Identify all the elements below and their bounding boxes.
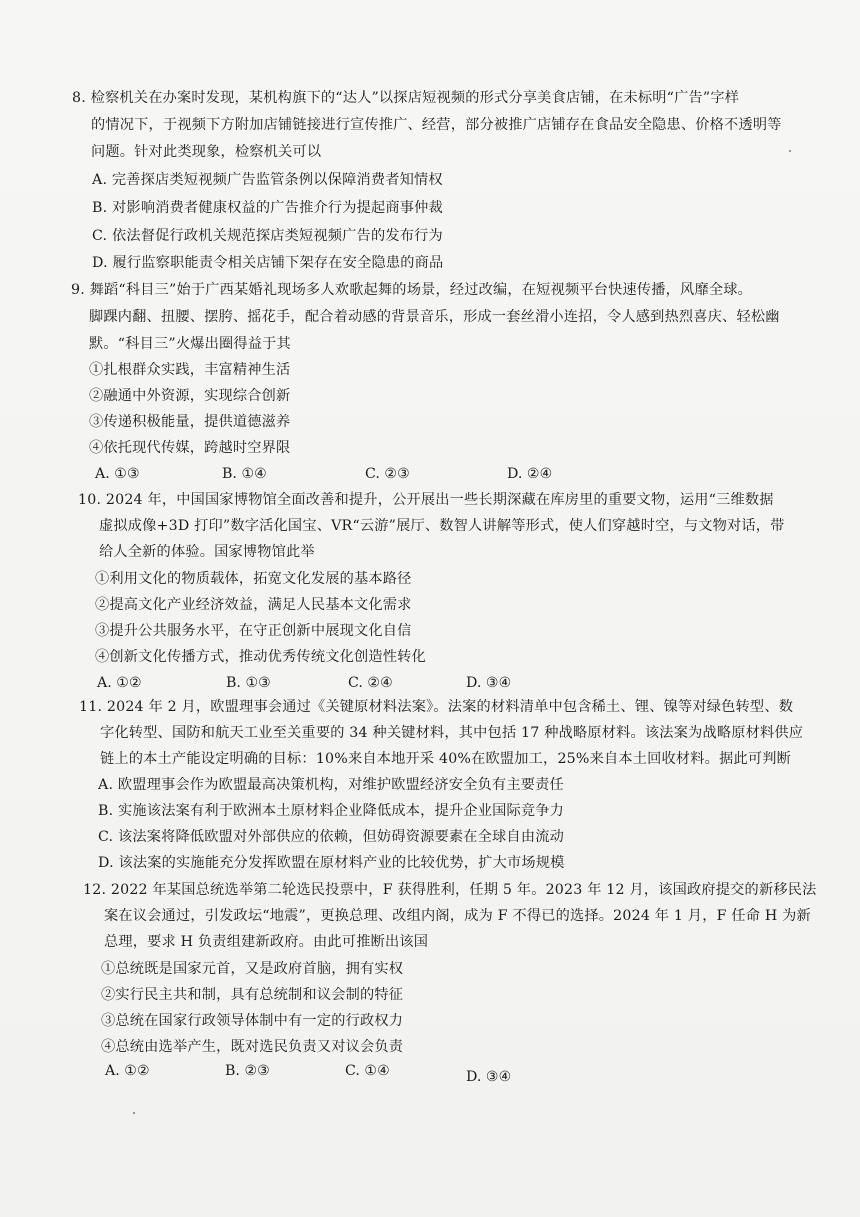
- question-11-option-d: D. 该法案的实施能充分发挥欧盟在原材料产业的比较优势，扩大市场规模: [98, 855, 565, 871]
- question-10-stem-line-1: 10. 2024 年，中国国家博物馆全面改善和提升，公开展出一些长期深藏在库房里的重要文物，运用“三维数据: [78, 492, 774, 508]
- question-12-statement-4: ④总统由选举产生，既对选民负责又对议会负责: [101, 1039, 404, 1055]
- question-10-statement-1: ①利用文化的物质载体，拓宽文化发展的基本路径: [95, 571, 412, 587]
- question-12-choice-a: A. ①②: [105, 1063, 150, 1079]
- question-8-option-a: A. 完善探店类短视频广告监管条例以保障消费者知情权: [92, 172, 443, 188]
- question-12-choice-c: C. ①④: [345, 1063, 390, 1079]
- question-10-choice-d: D. ③④: [466, 675, 512, 691]
- question-11-stem-line-2: 字化转型、国防和航天工业至关重要的 34 种关键材料，其中包括 17 种战略原材料。该法案为战略原材料供应: [100, 725, 804, 741]
- question-8-stem-line-2: 的情况下，于视频下方附加店铺链接进行宣传推广、经营，部分被推广店铺存在食品安全隐患、价格不透明等: [91, 117, 782, 133]
- question-12-statement-3: ③总统在国家行政领导体制中有一定的行政权力: [101, 1013, 404, 1029]
- scan-speck: [789, 150, 791, 152]
- question-12-stem-line-1: 12. 2022 年某国总统选举第二轮选民投票中，F 获得胜利，任期 5 年。2023 年 12 月，该国政府提交的新移民法: [83, 882, 817, 898]
- question-8-option-b: B. 对影响消费者健康权益的广告推介行为提起商事仲裁: [92, 200, 443, 216]
- question-9-choices: [0, 464, 860, 484]
- question-10-statement-3: ③提升公共服务水平，在守正创新中展现文化自信: [95, 623, 412, 639]
- question-9-stem-line-2: 脚踝内翻、扭腰、摆胯、摇花手，配合着动感的背景音乐，形成一套丝滑小连招，令人感到热烈喜庆、轻松幽: [89, 309, 780, 325]
- question-8-stem-line-1: 8. 检察机关在办案时发现，某机构旗下的“达人”以探店短视频的形式分享美食店铺，在未标明“广告”字样: [72, 90, 740, 106]
- question-9-stem-line-3: 默。“科目三”火爆出圈得益于其: [89, 336, 291, 352]
- question-10-stem-line-2: 虚拟成像+3D 打印”数字活化国宝、VR“云游”展厅、数智人讲解等形式，使人们穿越时空，与文物对话，带: [99, 518, 785, 534]
- question-11-option-a: A. 欧盟理事会作为欧盟最高决策机构，对维护欧盟经济安全负有主要责任: [98, 777, 564, 793]
- question-8-option-c: C. 依法督促行政机关规范探店类短视频广告的发布行为: [92, 228, 443, 244]
- question-12-stem-line-2: 案在议会通过，引发政坛“地震”，更换总理、改组内阁，成为 F 不得已的选择。2024 年 1 月，F 任命 H 为新: [104, 908, 811, 924]
- question-11-stem-line-3: 链上的本土产能设定明确的目标：10%来自本地开采 40%在欧盟加工，25%来自本土回收材料。据此可判断: [100, 751, 792, 767]
- question-9-statement-1: ①扎根群众实践，丰富精神生活: [89, 362, 291, 378]
- question-12-choice-d: D. ③④: [466, 1069, 512, 1085]
- question-11-option-c: C. 该法案将降低欧盟对外部供应的依赖，但妨碍资源要素在全球自由流动: [98, 829, 564, 845]
- question-9-choice-b: B. ①④: [222, 466, 267, 482]
- question-9-statement-4: ④依托现代传媒，跨越时空界限: [89, 440, 291, 456]
- question-9-choice-a: A. ①③: [95, 466, 140, 482]
- question-10-statement-4: ④创新文化传播方式，推动优秀传统文化创造性转化: [95, 649, 426, 665]
- question-8-option-d: D. 履行监察职能责令相关店铺下架存在安全隐患的商品: [92, 255, 444, 271]
- scan-speck: [133, 1112, 135, 1114]
- question-11-option-b: B. 实施该法案有利于欧洲本土原材料企业降低成本，提升企业国际竞争力: [98, 803, 565, 819]
- question-10-choice-b: B. ①③: [226, 675, 271, 691]
- question-12-statement-1: ①总统既是国家元首，又是政府首脑，拥有实权: [101, 961, 404, 977]
- question-9-choice-d: D. ②④: [507, 466, 553, 482]
- question-10-choice-a: A. ①②: [97, 675, 142, 691]
- question-12-choices: [0, 1061, 860, 1085]
- question-9-statement-2: ②融通中外资源，实现综合创新: [89, 388, 291, 404]
- question-8-stem-line-3: 问题。针对此类现象，检察机关可以: [91, 144, 322, 160]
- question-11-stem-line-1: 11. 2024 年 2 月，欧盟理事会通过《关键原材料法案》。法案的材料清单中包含稀土、锂、镍等对绿色转型、数: [79, 699, 794, 715]
- question-10-statement-2: ②提高文化产业经济效益，满足人民基本文化需求: [95, 597, 412, 613]
- question-12-choice-b: B. ②③: [225, 1063, 270, 1079]
- question-10-choices: [0, 673, 860, 693]
- question-12-stem-line-3: 总理，要求 H 负责组建新政府。由此可推断出该国: [104, 934, 429, 950]
- question-9-statement-3: ③传递积极能量，提供道德滋养: [89, 414, 291, 430]
- question-10-choice-c: C. ②④: [348, 675, 393, 691]
- question-9-choice-c: C. ②③: [365, 466, 410, 482]
- question-10-stem-line-3: 给人全新的体验。国家博物馆此举: [99, 544, 315, 560]
- question-9-stem-line-1: 9. 舞蹈“科目三”始于广西某婚礼现场多人欢歌起舞的场景，经过改编，在短视频平台快速传播，风靡全球。: [71, 282, 752, 298]
- question-12-statement-2: ②实行民主共和制，具有总统制和议会制的特征: [101, 987, 404, 1003]
